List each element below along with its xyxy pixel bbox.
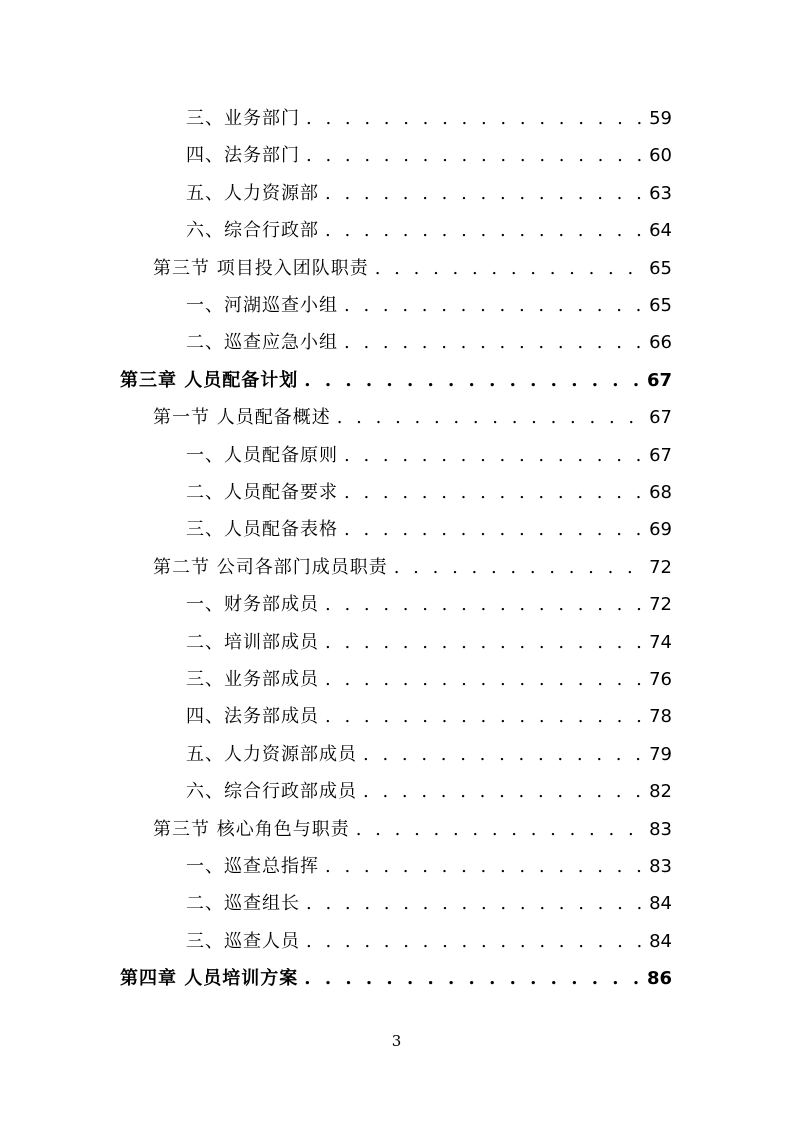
toc-entry[interactable] <box>186 100 672 137</box>
toc-leader-dots <box>306 137 643 174</box>
toc-entry[interactable] <box>186 287 672 324</box>
toc-leader-dots <box>394 549 643 586</box>
toc-entry-title: 第二节 公司各部门成员职责 <box>153 556 388 578</box>
toc-entry-page: 67 <box>646 369 672 391</box>
toc-leader-dots <box>344 437 643 474</box>
toc-entry-title: 二、巡查组长 <box>186 893 300 915</box>
toc-entry[interactable] <box>120 362 672 399</box>
toc-leader-dots <box>304 960 641 997</box>
toc-entry[interactable] <box>186 586 672 623</box>
toc-leader-dots <box>325 848 643 885</box>
toc-entry-title: 一、巡查总指挥 <box>186 856 319 877</box>
toc-leader-dots <box>306 923 643 960</box>
toc-leader-dots <box>325 624 643 661</box>
toc-entry-page: 78 <box>649 706 672 728</box>
toc-entry-title: 第四章 人员培训方案 <box>120 968 299 990</box>
toc-entry-page: 86 <box>646 968 672 990</box>
toc-entry-title: 三、人员配备表格 <box>186 519 338 541</box>
toc-entry[interactable] <box>186 885 672 922</box>
toc-entry-page: 72 <box>649 594 672 616</box>
toc-entry[interactable] <box>186 437 672 474</box>
toc-entry-title: 四、法务部门 <box>186 145 300 167</box>
toc-entry[interactable] <box>186 661 672 698</box>
toc-leader-dots <box>344 324 643 361</box>
toc-leader-dots <box>306 100 643 137</box>
toc-leader-dots <box>325 698 643 735</box>
toc-entry[interactable] <box>186 474 672 511</box>
toc-entry-title: 五、人力资源部成员 <box>186 743 357 765</box>
toc-entry-title: 第一节 人员配备概述 <box>153 407 331 429</box>
toc-entry-title: 二、人员配备要求 <box>186 482 338 503</box>
toc-entry-title: 三、业务部成员 <box>186 669 319 690</box>
toc-entry-page: 69 <box>649 519 672 541</box>
toc-entry[interactable] <box>153 811 672 848</box>
toc-entry-title: 三、业务部门 <box>186 108 300 129</box>
toc-entry-page: 60 <box>649 145 672 167</box>
toc-leader-dots <box>306 885 643 922</box>
toc-leader-dots <box>337 399 643 436</box>
toc-entry-title: 五、人力资源部 <box>186 182 319 204</box>
toc-entry[interactable] <box>186 698 672 735</box>
toc-leader-dots <box>375 250 643 287</box>
toc-entry[interactable] <box>186 137 672 174</box>
toc-entry-title: 三、巡查人员 <box>186 930 300 952</box>
toc-entry-page: 76 <box>649 669 672 690</box>
toc-entry-page: 65 <box>649 295 672 316</box>
toc-entry[interactable] <box>153 549 672 586</box>
toc-leader-dots <box>344 474 643 511</box>
toc-entry[interactable] <box>186 624 672 661</box>
page-number: 3 <box>391 1032 402 1050</box>
toc-entry[interactable] <box>153 250 672 287</box>
toc-entry[interactable] <box>186 212 672 249</box>
toc-entry[interactable] <box>186 175 672 212</box>
toc-entry-title: 第三节 核心角色与职责 <box>153 818 350 840</box>
toc-entry-page: 67 <box>649 444 672 466</box>
toc-entry-title: 六、综合行政部 <box>186 220 319 242</box>
toc-leader-dots <box>325 175 643 212</box>
toc-entry-title: 一、财务部成员 <box>186 594 319 616</box>
toc-entry-page: 72 <box>649 556 672 578</box>
toc-entry-page: 66 <box>649 332 672 354</box>
toc-entry-title: 第三章 人员配备计划 <box>120 369 299 391</box>
toc-entry-title: 二、巡查应急小组 <box>186 332 338 354</box>
toc-leader-dots <box>344 287 643 324</box>
toc-leader-dots <box>325 586 643 623</box>
toc-entry-page: 64 <box>649 220 672 242</box>
toc-entry-page: 67 <box>649 407 672 429</box>
toc-entry-title: 六、综合行政部成员 <box>186 781 357 803</box>
toc-entry-page: 59 <box>649 108 672 129</box>
toc-entry-page: 63 <box>649 182 672 204</box>
toc-entry-title: 二、培训部成员 <box>186 631 319 653</box>
toc-entry-title: 第三节 项目投入团队职责 <box>153 257 369 279</box>
toc-entry[interactable] <box>186 773 672 810</box>
toc-entry[interactable] <box>186 511 672 548</box>
toc-entry-title: 一、人员配备原则 <box>186 444 338 466</box>
toc-entry[interactable] <box>186 324 672 361</box>
toc-entry-page: 84 <box>649 893 672 915</box>
toc-entry-page: 82 <box>649 781 672 803</box>
toc-entry-title: 四、法务部成员 <box>186 706 319 728</box>
toc-leader-dots <box>304 362 641 399</box>
toc-entry-page: 83 <box>649 818 672 840</box>
toc-leader-dots <box>356 811 643 848</box>
toc-entry[interactable] <box>120 960 672 997</box>
toc-entry-page: 68 <box>649 482 672 503</box>
toc-entry-title: 一、河湖巡查小组 <box>186 295 338 316</box>
toc-entry[interactable] <box>186 923 672 960</box>
toc-leader-dots <box>325 212 643 249</box>
toc-entry[interactable] <box>153 399 672 436</box>
toc-entry-page: 84 <box>649 930 672 952</box>
toc-leader-dots <box>363 736 643 773</box>
toc-entry-page: 65 <box>649 257 672 279</box>
toc-leader-dots <box>325 661 643 698</box>
toc-entry-page: 79 <box>649 743 672 765</box>
toc-entry[interactable] <box>186 848 672 885</box>
toc-entry-page: 74 <box>649 631 672 653</box>
toc-leader-dots <box>344 511 643 548</box>
toc-entry-page: 83 <box>649 856 672 877</box>
toc-leader-dots <box>363 773 643 810</box>
toc-entry[interactable] <box>186 736 672 773</box>
